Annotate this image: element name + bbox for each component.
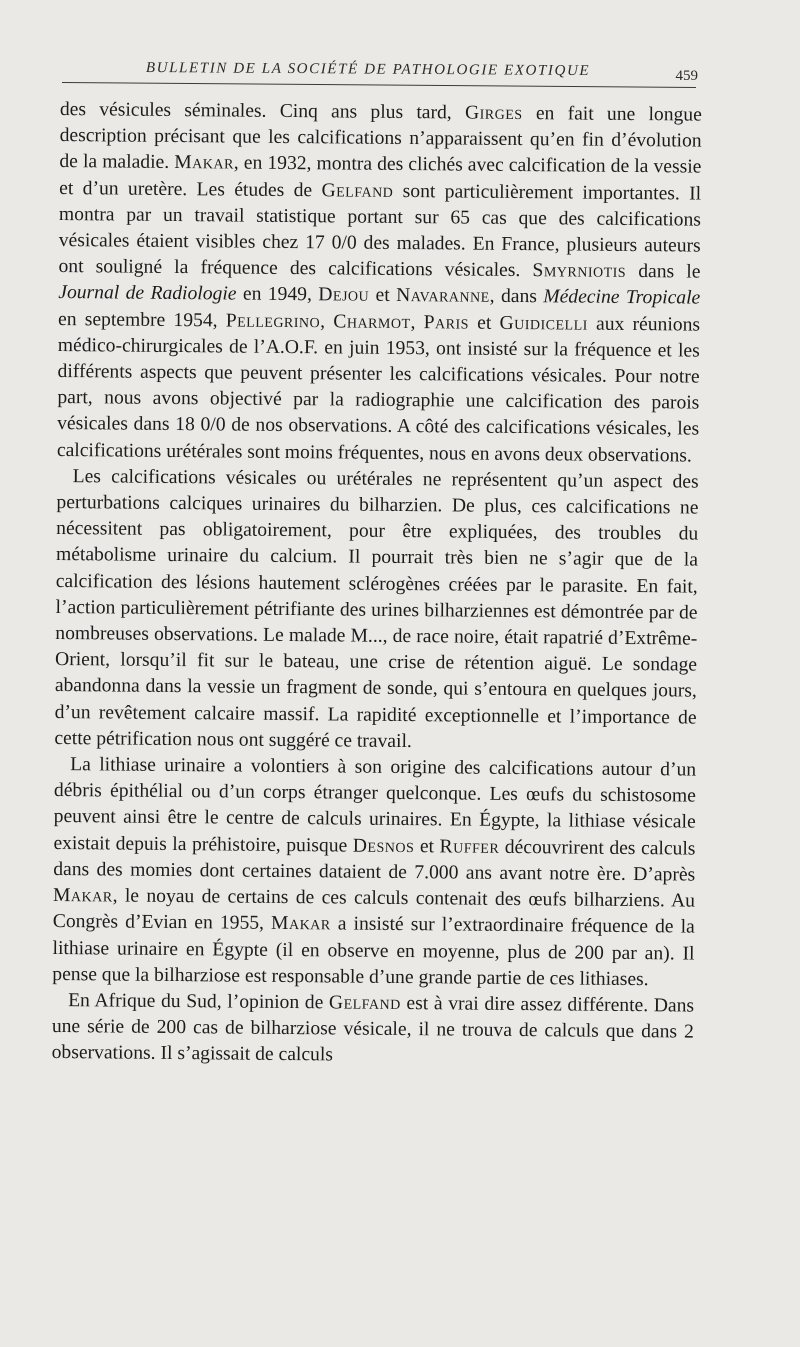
text-run: en septembre 1954, (57, 308, 226, 332)
author-name: Guidicelli (499, 312, 588, 335)
running-title: BULLETIN DE LA SOCIÉTÉ DE PATHOLOGIE EXOTIQUE (145, 60, 591, 80)
text-run: découvrirent des calculs dans des momies dont certaines dataient de 7.000 ans avant notre ère. D’après (53, 836, 696, 886)
text-run: en 1949, (236, 283, 319, 306)
paragraph-3 (52, 752, 696, 993)
text-run: et (369, 285, 397, 307)
text-run: La lithiase urinaire a volontiers à son origine des calcifications autour d’un débris épithélial ou d’un corps étranger quelconque. Les œufs du schistosome peuvent ainsi être le centre de calculs urinaires. En Égypte, la lithiase vésicale existait depuis la préhistoire, puisque (53, 754, 697, 857)
paragraph-2 (54, 464, 698, 758)
text-run: , (410, 311, 424, 333)
publication-title: Journal de Radiologie (58, 282, 237, 305)
author-name: Ruffer (439, 836, 500, 858)
author-name: Desnos (352, 835, 415, 857)
header-rule (62, 82, 696, 88)
author-name: Makar (174, 152, 234, 174)
author-name: Pellegrino (225, 310, 321, 332)
author-name: Navaranne (396, 285, 490, 308)
text-run: Les calcifications vésicales ou urétérales ne représentent qu’un aspect des perturbations calciques urinaires du bilharzien. De plus, ces calcifications ne nécessitent pas obligatoirement, pour être expliquées, des troubles du métabolisme urinaire du calcium. Il pourrait très bien ne s’agir que de la calcification des lésions hautement sclérogènes créées par le parasite. En fait, l’action particulièrement pétrifiante des urines bilharziennes est démontrée par de nombreuses observations. Le malade M..., de race noire, était rapatrié d’Extrême-Orient, lorsqu’il fit sur le bateau, une crise de rétention aiguë. Le sondage abandonna dans la vessie un fragment de sonde, qui s’entoura en quelques jours, d’un revêtement calcaire massif. La rapidité exceptionnelle et l’importance de cette pétrification nous ont suggéré ce travail. (54, 465, 699, 752)
text-run: , (320, 310, 334, 333)
text-run: sont particulièrement importantes. Il montra par un travail statistique portant sur 65 cas que des calcifications vésicales étaient visibles chez 17 0/0 des malades. En France, plusieurs auteurs ont souligné la fréquence des calcifications vésicales. (58, 180, 702, 282)
text-run: et (414, 835, 440, 858)
text-run: en fait une longue description précisant que les calcifications n’apparaissent qu’en fin d’évolution de la maladie. (59, 103, 702, 174)
publication-title: Médecine Tropicale (543, 286, 701, 310)
body-text (52, 97, 702, 1072)
author-name: Smyrniotis (532, 260, 627, 283)
paragraph-4 (52, 988, 695, 1072)
author-name: Dejou (318, 284, 370, 307)
paragraph-1 (57, 97, 702, 469)
author-name: Gelfand (321, 179, 394, 202)
text-run: et (468, 312, 500, 334)
text-run: est à vrai dire assez différente. Dans une série de 200 cas de bilharziose vésicale, il ne trouva de calculs que dans 2 observations. Il s’agissait de calculs (51, 992, 695, 1066)
author-name: Girges (464, 102, 523, 125)
text-run: En Afrique du Sud, l’opinion de (68, 990, 330, 1014)
text-run: dans le (626, 261, 701, 283)
page-number: 459 (675, 68, 698, 84)
author-name: Makar (52, 885, 113, 907)
text-run: aux réunions médico-chirurgicales de l’A.O.F. en juin 1953, ont insisté sur la fréquence et les différents aspects que peuvent présenter les calcifications vésicales. Pour notre part, nous avons objectivé par la radiographie une calcification des parois vésicales dans 18 0/0 de nos observations. A côté des calcifications vésicales, les calcifications urétérales sont moins fréquentes, nous en avons deux observations. (56, 313, 701, 467)
author-name: Makar (270, 913, 331, 935)
page-header (62, 56, 702, 92)
text-run: , en 1932, montra des clichés avec calcification de la vessie et d’un uretère. Les études de (59, 152, 702, 201)
author-name: Paris (423, 311, 470, 334)
text-run: , le noyau de certains de ces calculs contenait des œufs bilharziens. Au Congrès d’Evian en 1955, (52, 885, 696, 935)
author-name: Gelfand (328, 992, 401, 1014)
text-run: des vésicules séminales. Cinq ans plus tard, (59, 98, 466, 124)
author-name: Charmot (333, 311, 411, 333)
text-run: , dans (489, 286, 544, 308)
text-run: a insisté sur l’extraordinaire fréquence de la lithiase urinaire en Égypte (il en observe en moyenne, plus de 200 par an). Il pense que la bilharziose est responsable d’une grande partie de ces lithiases. (52, 913, 695, 990)
